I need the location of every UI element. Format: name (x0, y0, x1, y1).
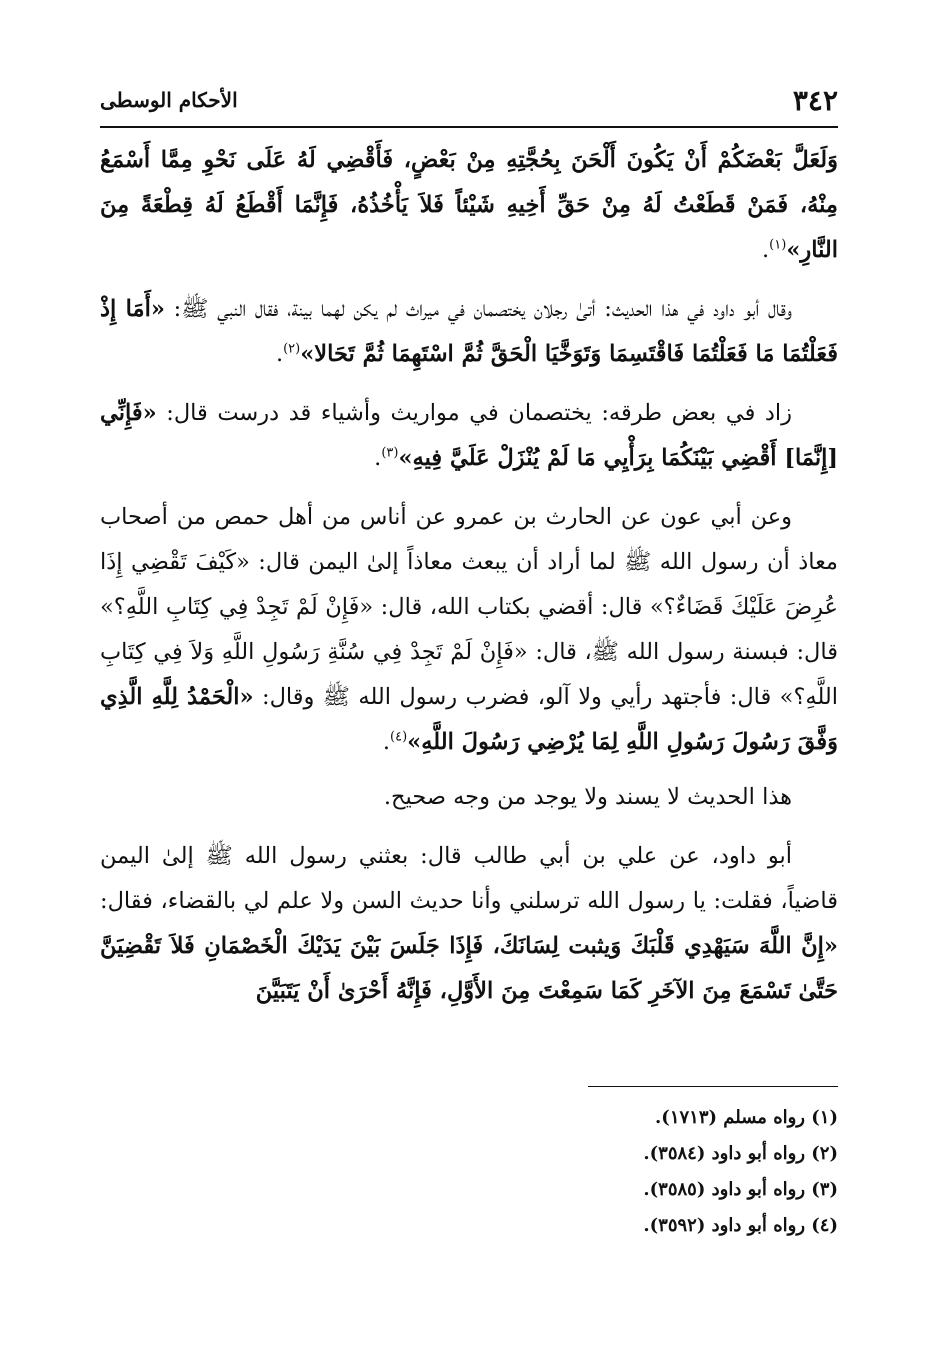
page-header (100, 82, 838, 128)
paragraph-muadh (100, 495, 838, 765)
main-text (100, 138, 838, 1024)
footnote-2: (٢) رواه أبو داود (٣٥٨٤). (643, 1143, 838, 1164)
footnote-ref: (٣) (381, 445, 399, 461)
footnote-ref: (٤) (390, 729, 408, 745)
footnote-3: (٣) رواه أبو داود (٣٥٨٥). (643, 1179, 838, 1200)
paragraph-hadith-continuation (100, 138, 838, 273)
sentence-end: . (382, 729, 391, 755)
footnote-1: (١) رواه مسلم (١٧١٣). (655, 1107, 838, 1128)
paragraph-addition (100, 391, 838, 481)
footnote-ref: (٢) (283, 341, 301, 357)
narration-text: وقال أبو داود في هذا الحديث: أتىٰ رجلان يختصمان في ميراث لم يكن لهما بينة، فقال النبي ﷺ: (164, 296, 792, 322)
narration-text: زاد في بعض طرقه: يختصمان في مواريث وأشياء قد درست قال: (156, 400, 792, 426)
sentence-end: . (374, 445, 382, 471)
hadith-quote: «فَإِنِّي [إِنَّمَا] أَقْضِي بَيْنَكُمَا بِرَأْيِي مَا لَمْ يُنْزَلْ عَلَيَّ فِيهِ» (100, 400, 838, 471)
sentence-end: . (762, 237, 770, 263)
footnote-4: (٤) رواه أبو داود (٣٥٩٢). (643, 1215, 838, 1236)
footnotes (300, 1100, 838, 1244)
sentence-end: . (275, 341, 284, 367)
paragraph-abu-dawud (100, 287, 838, 377)
footnote-ref: (١) (769, 237, 787, 253)
page-number: ٣٤٢ (792, 84, 838, 117)
hadith-quote: «أَمَا إِذْ فَعَلْتُمَا مَا فَعَلْتُمَا فَاقْتَسِمَا وَتَوَخَّيَا الْحَقَّ ثُمَّ اسْتَهِمَا ثُمَّ تَحَالا» (100, 296, 838, 367)
hadith-quote: وَلَعَلَّ بَعْضَكُمْ أَنْ يَكُونَ أَلْحَنَ بِحُجَّتِهِ مِنْ بَعْضٍ، فَأَقْضِي لَهُ عَلَى نَحْوِ مِمَّا أَسْمَعُ مِنْهُ، فَمَنْ قَطَعْتُ لَهُ مِنْ حَقِّ أَخِيهِ شَيْئاً فَلاَ يَأْخُذُهُ، فَإِنَّمَا أَقْطَعُ لَهُ قِطْعَةً مِنَ النَّارِ» (100, 147, 838, 263)
footnote-divider (588, 1086, 838, 1087)
grading-text: هذا الحديث لا يسند ولا يوجد من وجه صحيح. (383, 784, 792, 810)
hadith-quote: «الْحَمْدُ لِلَّهِ الَّذِي وَفَّقَ رَسُولَ رَسُولِ اللَّهِ لِمَا يُرْضِي رَسُولَ اللَّهِ» (100, 684, 838, 755)
hadith-quote: «إِنَّ اللَّهَ سَيَهْدِي قَلْبَكَ وَيثبت لِسَانَكَ، فَإِذَا جَلَسَ بَيْنَ يَدَيْكَ الْخَصْمَانِ فَلاَ تَقْضِيَنَّ حَتَّىٰ تَسْمَعَ مِنَ الآخَرِ كَمَا سَمِعْتَ مِنَ الأَوَّلِ، فَإِنَّهُ أَحْرَىٰ أَنْ يَتَبَيَّنَ (100, 933, 838, 1004)
narration-text: أبو داود، عن علي بن أبي طالب قال: بعثني رسول الله ﷺ إلىٰ اليمن قاضياً، فقلت: يا رسول الله ترسلني وأنا حديث السن ولا علم لي بالقضاء، فقال: (100, 843, 838, 914)
running-title: الأحكام الوسطى (100, 88, 238, 112)
paragraph-grading (100, 775, 838, 820)
paragraph-ali (100, 834, 838, 1014)
narration-text: وعن أبي عون عن الحارث بن عمرو عن أناس من أهل حمص من أصحاب معاذ أن رسول الله ﷺ لما أراد أن يبعث معاذاً إلىٰ اليمن قال: «كَيْفَ تَقْضِي إِذَا عُرِضَ عَلَيْكَ قَضَاءٌ؟» قال: أقضي بكتاب الله، قال: «فَإِنْ لَمْ تَجِدْ فِي كِتَابِ اللَّهِ؟» قال: فبسنة رسول الله ﷺ، قال: «فَإِنْ لَمْ تَجِدْ فِي سُنَّةِ رَسُولِ اللَّهِ وَلاَ فِي كِتَابِ اللَّهِ؟» قال: فأجتهد رأيي ولا آلو، فضرب رسول الله ﷺ وقال: (100, 504, 839, 710)
